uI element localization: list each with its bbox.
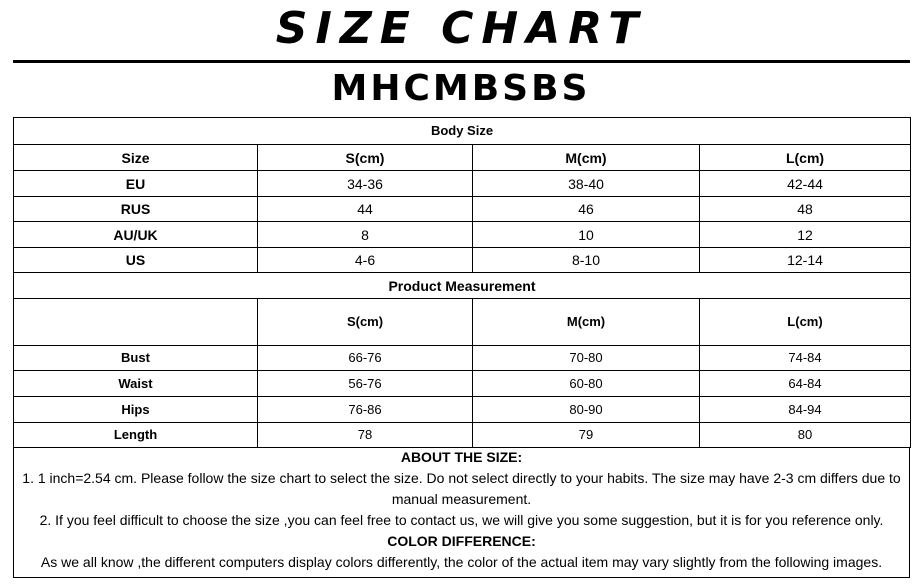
column-header: S(cm) (258, 145, 473, 171)
row-label: Length (14, 423, 258, 448)
note-line-2: 2. If you feel difficult to choose the size ,you can feel free to contact us, we will give you some suggestion, but it is for you reference only. (39, 512, 884, 528)
body-size-heading: Body Size (14, 118, 911, 145)
table-cell: 12 (700, 222, 911, 248)
body-size-heading-row (14, 118, 911, 145)
body-size-header-row (14, 145, 911, 171)
row-label: Waist (14, 371, 258, 397)
table-cell: 76-86 (258, 397, 473, 423)
table-cell: 78 (258, 423, 473, 448)
table-row (14, 397, 911, 423)
table-cell: 8 (258, 222, 473, 248)
table-cell: 80-90 (473, 397, 700, 423)
size-notes (13, 447, 910, 578)
table-cell: 8-10 (473, 248, 700, 273)
column-header: S(cm) (258, 299, 473, 346)
table-row (14, 197, 911, 222)
row-label: Hips (14, 397, 258, 423)
table-cell: 64-84 (700, 371, 911, 397)
table-cell: 44 (258, 197, 473, 222)
note-line-1a: 1. 1 inch=2.54 cm. Please follow the size chart to select the size. Do not select directly to your habits. The size may have 2-3 cm differs due to (22, 470, 901, 486)
row-label: EU (14, 171, 258, 197)
table-row (14, 346, 911, 371)
column-header: M(cm) (473, 145, 700, 171)
table-cell: 60-80 (473, 371, 700, 397)
product-measurement-heading-row (14, 273, 911, 299)
row-label: RUS (14, 197, 258, 222)
table-cell: 12-14 (700, 248, 911, 273)
table-cell: 42-44 (700, 171, 911, 197)
size-chart-table (13, 117, 911, 448)
table-cell: 10 (473, 222, 700, 248)
table-cell: 66-76 (258, 346, 473, 371)
table-cell: 46 (473, 197, 700, 222)
table-cell: 56-76 (258, 371, 473, 397)
about-size-heading: ABOUT THE SIZE: (400, 449, 523, 465)
table-cell: 74-84 (700, 346, 911, 371)
page-title: SIZE CHART (275, 3, 647, 54)
table-row (14, 171, 911, 197)
column-header: M(cm) (473, 299, 700, 346)
column-header: L(cm) (700, 145, 911, 171)
table-cell: 84-94 (700, 397, 911, 423)
row-label: US (14, 248, 258, 273)
table-cell: 4-6 (258, 248, 473, 273)
column-header: Size (14, 145, 258, 171)
note-line-1b: manual measurement. (391, 491, 532, 507)
title-divider (13, 60, 910, 63)
brand-name: MHCMBSBS (331, 68, 591, 109)
table-row (14, 371, 911, 397)
row-label: AU/UK (14, 222, 258, 248)
note-line-3: As we all know ,the different computers display colors differently, the color of the actual item may vary slightly from the following images. (40, 554, 883, 570)
table-cell: 79 (473, 423, 700, 448)
column-header: L(cm) (700, 299, 911, 346)
table-cell: 34-36 (258, 171, 473, 197)
column-header (14, 299, 258, 346)
table-cell: 48 (700, 197, 911, 222)
color-difference-heading: COLOR DIFFERENCE: (387, 533, 536, 549)
table-cell: 80 (700, 423, 911, 448)
table-row (14, 222, 911, 248)
product-measurement-header-row (14, 299, 911, 346)
table-cell: 70-80 (473, 346, 700, 371)
row-label: Bust (14, 346, 258, 371)
product-measurement-heading: Product Measurement (14, 273, 911, 299)
table-row (14, 248, 911, 273)
table-row (14, 423, 911, 448)
table-cell: 38-40 (473, 171, 700, 197)
